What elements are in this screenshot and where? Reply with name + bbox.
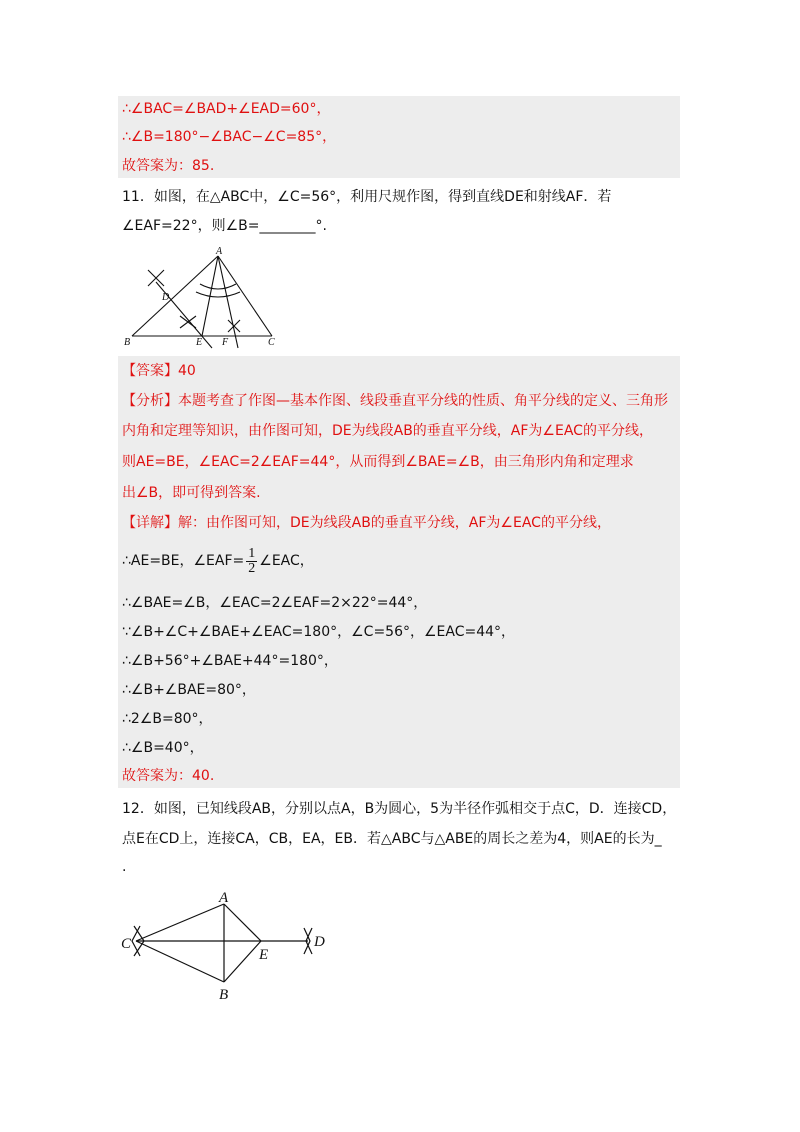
segment-cb: [136, 941, 224, 982]
q11-stem-line-2: ∠EAF=22°，则∠B=________°.: [122, 218, 327, 234]
fraction-step-right: ∠EAC，: [259, 553, 314, 569]
ray-af: [218, 256, 238, 348]
label-b: B: [124, 337, 131, 348]
q12-figure: [118, 886, 338, 1002]
label-e: E: [196, 337, 203, 348]
arc-construction-2: [200, 284, 236, 289]
q11-analysis-line-3: 则AE=BE，∠EAC=2∠EAF=44°，从而得到∠BAE=∠B，由三角形内角和定理求: [122, 454, 634, 470]
q11-final-answer: 故答案为：40.: [122, 768, 215, 784]
q11-stem-line-1: 11．如图，在△ABC中，∠C=56°，利用尺规作图，得到直线DE和射线AF．若: [122, 189, 612, 205]
q11-step-3: ∴∠B+56°+∠BAE+44°=180°，: [122, 653, 338, 669]
segment-ca: [136, 904, 224, 941]
label-b: B: [219, 987, 229, 1002]
q11-step-fraction: [122, 546, 314, 576]
fraction-denominator: 2: [248, 560, 256, 576]
q11-analysis-line-2: 内角和定理等知识，由作图可知，DE为线段AB的垂直平分线，AF为∠EAC的平分线，: [122, 423, 653, 439]
segment-ab: [132, 256, 218, 336]
prev-solution-answer: 故答案为：85.: [122, 158, 215, 174]
fraction-half: [246, 547, 257, 576]
q11-step-1: ∴∠BAE=∠B，∠EAC=2∠EAF=2×22°=44°，: [122, 595, 428, 611]
label-a: A: [219, 890, 229, 906]
q11-step-4: ∴∠B+∠BAE=80°，: [122, 682, 256, 698]
prev-solution-line-1: ∴∠BAC=∠BAD+∠EAD=60°，: [122, 101, 331, 117]
q11-figure: [118, 244, 288, 350]
label-e: E: [259, 947, 269, 963]
label-d: D: [162, 292, 170, 303]
arc-construction-1: [196, 292, 240, 297]
q11-step-2: ∵∠B+∠C+∠BAE+∠EAC=180°，∠C=56°，∠EAC=44°，: [122, 624, 516, 640]
label-d: D: [314, 934, 325, 950]
prev-solution-line-2: ∴∠B=180°−∠BAC−∠C=85°，: [122, 129, 337, 145]
fraction-step-left: ∴AE=BE，∠EAF=: [122, 553, 245, 569]
q11-analysis-line-1: 【分析】本题考查了作图—基本作图、线段垂直平分线的性质、角平分线的定义、三角形: [122, 393, 668, 409]
q11-step-5: ∴2∠B=80°，: [122, 711, 213, 727]
q12-stem-line-2: 点E在CD上，连接CA，CB，EA，EB．若△ABC与△ABE的周长之差为4，则AE的长为_: [122, 831, 662, 847]
q12-stem-line-3: .: [122, 859, 127, 875]
label-c: C: [268, 337, 275, 348]
segment-ea: [224, 904, 261, 941]
q11-detail-intro: 【详解】解：由作图可知，DE为线段AB的垂直平分线，AF为∠EAC的平分线，: [122, 515, 611, 531]
label-a: A: [216, 246, 223, 257]
q12-stem-line-1: 12．如图，已知线段AB，分别以点A，B为圆心，5为半径作弧相交于点C，D．连接CD，: [122, 801, 677, 817]
arc-mark-lower: [180, 316, 196, 328]
arc-mark-upper: [148, 270, 164, 286]
label-f: F: [222, 337, 229, 348]
q11-analysis-line-4: 出∠B，即可得到答案.: [122, 485, 261, 501]
label-c: C: [121, 936, 132, 952]
q11-step-6: ∴∠B=40°，: [122, 740, 204, 756]
fraction-numerator: 1: [248, 545, 256, 561]
q11-answer: 【答案】40: [122, 363, 196, 379]
segment-eb: [224, 941, 261, 982]
